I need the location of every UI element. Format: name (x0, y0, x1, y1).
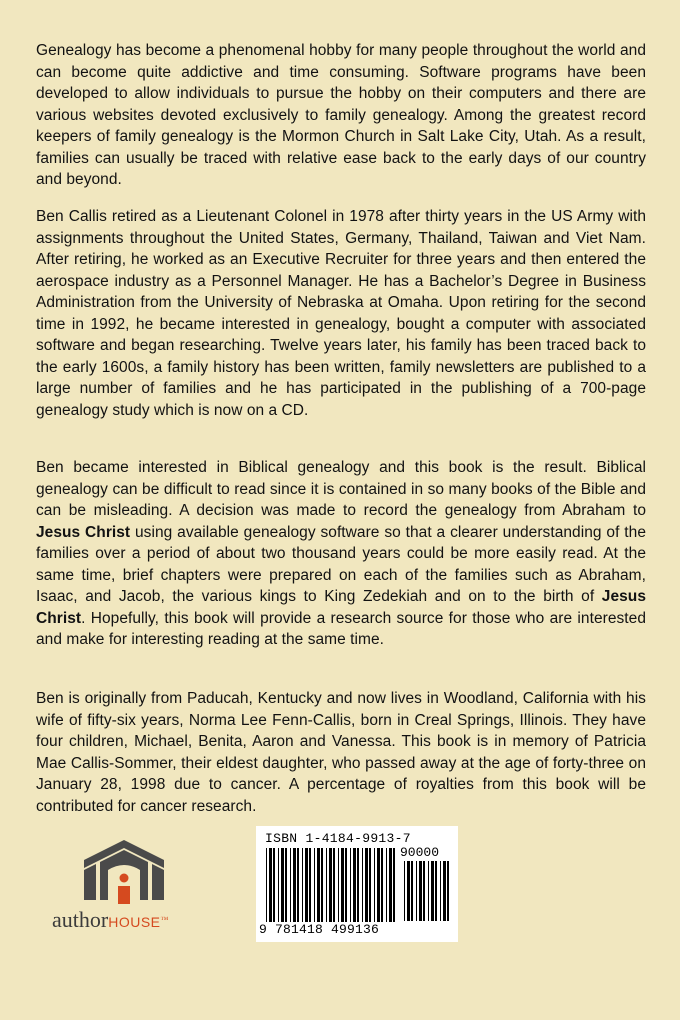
barcode-bar (369, 848, 371, 922)
barcode-bar (350, 848, 351, 922)
barcode-bar (302, 848, 303, 922)
barcode-bar (333, 848, 335, 922)
barcode-bar (443, 861, 446, 921)
publisher-name-part1: author (52, 907, 109, 932)
barcode-bar (374, 848, 375, 922)
addon-barcode-bars (404, 861, 452, 921)
barcode-bar (428, 861, 429, 921)
barcode-bar (381, 848, 383, 922)
barcode-bar (266, 848, 267, 922)
isbn-barcode (256, 826, 458, 942)
barcode-bar (386, 848, 387, 922)
publisher-name-part2: HOUSE (108, 914, 161, 930)
barcode-bar (416, 861, 417, 921)
price-code: 90000 (400, 845, 440, 860)
barcode-bar (353, 848, 356, 922)
book-origin-paragraph (36, 457, 646, 651)
book-origin-emphasis-1: Jesus Christ (36, 523, 131, 541)
barcode-bar (411, 861, 413, 921)
barcode-bar (404, 861, 405, 921)
barcode-bar (329, 848, 332, 922)
book-origin-emphasis-2: Jesus Christ (36, 588, 646, 627)
barcode-bar (440, 861, 441, 921)
barcode-bar (365, 848, 368, 922)
barcode-bar (281, 848, 284, 922)
barcode-bar (345, 848, 347, 922)
barcode-bar (357, 848, 359, 922)
intro-paragraph: Genealogy has become a phenomenal hobby for many people throughout the world and can become quite addictive and time consuming. Software programs have been developed to allow individuals to pursue the hobby on their computers and there are various websites devoted exclusively to family genealogy. Among the greatest record keepers of family genealogy is the Mormon Church in Salt Lake City, Utah. As a result, families can usually be traced with relative ease back to the early days of our country and beyond. (36, 42, 646, 188)
barcode-bar (290, 848, 291, 922)
barcode-bar (326, 848, 327, 922)
book-origin-text-1: Ben became interested in Biblical genealogy and this book is the result. Biblical genealogy can be difficult to read since it is contained in so many books of the Bible and can be misleading. A decision was made to record the genealogy from Abraham to (36, 459, 646, 519)
publisher-wordmark (52, 907, 168, 935)
ean-barcode-bars (266, 848, 396, 922)
barcode-bar (297, 848, 299, 922)
barcode-bar (273, 848, 275, 922)
barcode-bar (321, 848, 323, 922)
person-figure-icon (112, 874, 136, 905)
barcode-bar (377, 848, 380, 922)
barcode-bar (362, 848, 363, 922)
barcode-bar (317, 848, 320, 922)
barcode-bar (305, 848, 308, 922)
barcode-bar (423, 861, 425, 921)
author-bio-paragraph: Ben Callis retired as a Lieutenant Colonel in 1978 after thirty years in the US Army with assignments throughout the United States, Germany, Thailand, Taiwan and Viet Nam. After retiring, he worked as an Executive Recruiter for three years and then entered the aerospace industry as a Personnel Manager. He has a Bachelor’s Degree in Business Administration from the University of Nebraska at Omaha. Upon retiring for the second time in 1992, he became interested in genealogy, bought a computer with associated software and began researching. Twelve years later, his family has been traced back to the early 1600s, a family history has been written, family newsletters are published to a large number of families and he has participated in the publishing of a 700-page genealogy study which is now on a CD. (36, 208, 646, 419)
barcode-bar (309, 848, 311, 922)
barcode-bar (407, 861, 410, 921)
barcode-bar (269, 848, 272, 922)
barcode-bar (293, 848, 296, 922)
barcode-bar (447, 861, 449, 921)
isbn-number: ISBN 1-4184-9913-7 (265, 831, 411, 846)
barcode-bar (341, 848, 344, 922)
barcode-bar (338, 848, 339, 922)
book-origin-text-2: using available genealogy software so that a clearer understanding of the families over a period of about two thousand years could be more easily read. At the same time, brief chapters were prepared on each of the families such as Abraham, Isaac, and Jacob, the various kings to King Zedekiah and on to the birth of (36, 523, 646, 605)
family-paragraph: Ben is originally from Paducah, Kentucky and now lives in Woodland, California with his wife of fifty-six years, Norma Lee Fenn-Callis, born in Creal Springs, Illinois. They have four children, Michael, Benita, Aaron and Vanessa. This book is in memory of Patricia Mae Callis-Sommer, their eldest daughter, who passed away at the age of forty-three on January 28, 1998 due to cancer. A percentage of royalties from this book will be contributed for cancer research. (36, 690, 646, 815)
barcode-bar (314, 848, 315, 922)
ean-number: 9 781418 499136 (259, 922, 380, 937)
barcode-bar (431, 861, 434, 921)
barcode-bar (285, 848, 287, 922)
barcode-bar (278, 848, 279, 922)
trademark-symbol: ™ (160, 915, 169, 924)
barcode-bar (393, 848, 395, 922)
book-origin-text-3: . Hopefully, this book will provide a research source for those who are interested and make for interesting reading at the same time. (36, 609, 646, 648)
barcode-bar (435, 861, 437, 921)
barcode-bar (389, 848, 392, 922)
barcode-bar (419, 861, 422, 921)
